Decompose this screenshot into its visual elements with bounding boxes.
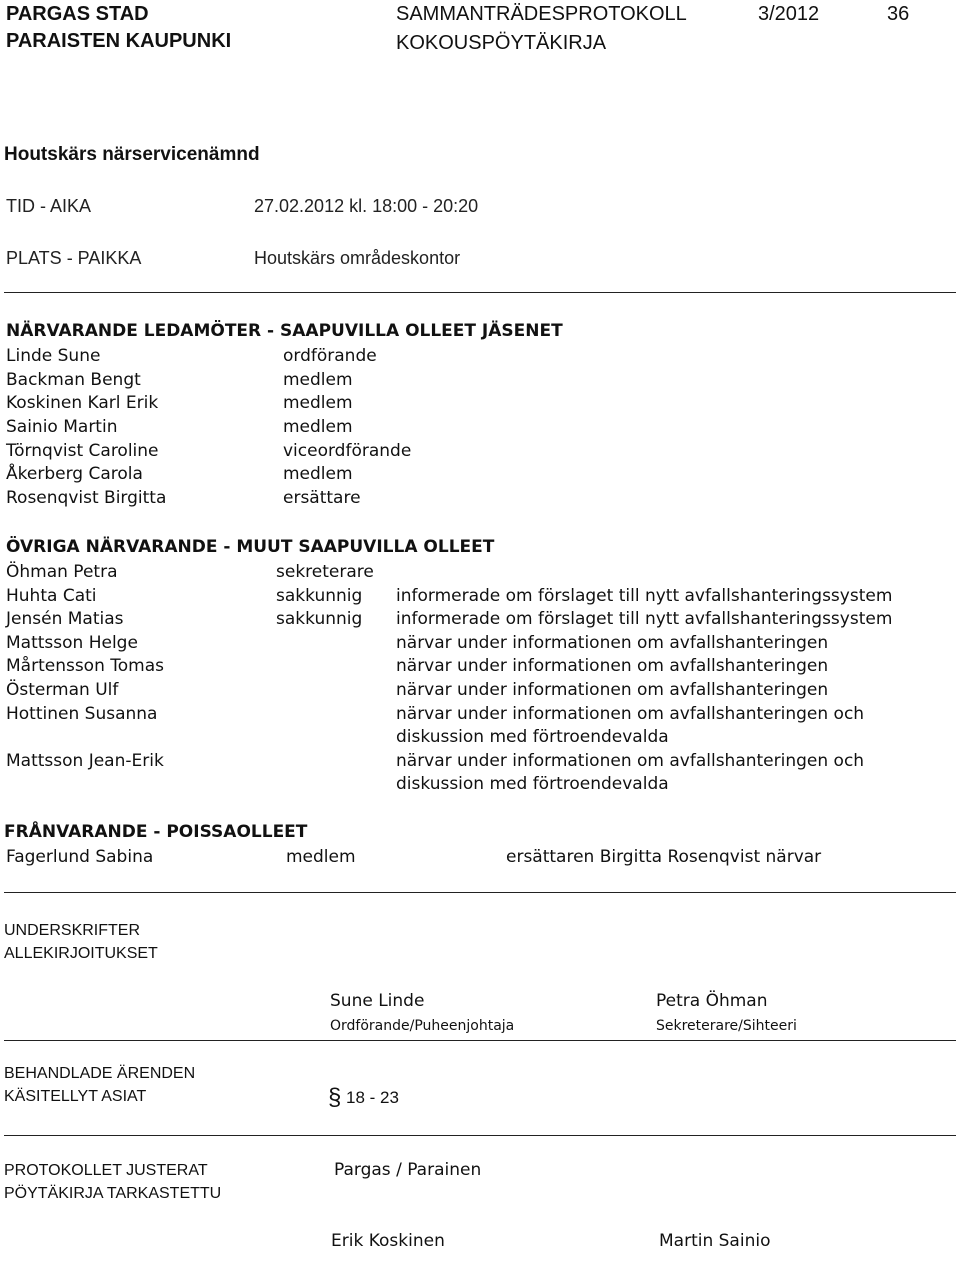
matters-range: 18 - 23: [346, 1088, 399, 1107]
other-name: Mårtensson Tomas: [6, 656, 164, 676]
divider-top: [4, 292, 956, 293]
matters-label-fi: KÄSITELLYT ASIAT: [4, 1088, 147, 1105]
committee-name: Houtskärs närservicenämnd: [4, 144, 260, 165]
member-name: Koskinen Karl Erik: [6, 393, 159, 413]
section-symbol: §: [328, 1084, 342, 1111]
member-role: viceordförande: [283, 441, 412, 461]
divider-absent: [4, 892, 956, 893]
other-role: sakkunnig: [276, 586, 363, 606]
member-name: Åkerberg Carola: [6, 464, 143, 484]
protocol-number: 3/2012: [758, 3, 820, 25]
others-present-heading: ÖVRIGA NÄRVARANDE - MUUT SAAPUVILLA OLLEET: [6, 537, 495, 557]
divider-signatures: [4, 1040, 956, 1041]
member-role: ersättare: [283, 488, 361, 508]
org-name-sv: PARGAS STAD: [6, 3, 149, 25]
verifier-1-name: Erik Koskinen: [331, 1231, 445, 1251]
doc-type-sv: SAMMANTRÄDESPROTOKOLL: [396, 3, 687, 25]
member-name: Rosenqvist Birgitta: [6, 488, 167, 508]
member-role: medlem: [283, 370, 353, 390]
chair-title: Ordförande/Puheenjohtaja: [330, 1018, 515, 1034]
other-name: Mattsson Jean-Erik: [6, 751, 164, 771]
verifier-2-name: Martin Sainio: [659, 1231, 771, 1251]
member-role: medlem: [283, 393, 353, 413]
place-label: PLATS - PAIKKA: [6, 248, 142, 268]
member-name: Linde Sune: [6, 346, 101, 366]
time-value: 27.02.2012 kl. 18:00 - 20:20: [254, 196, 479, 216]
signatures-label-sv: UNDERSKRIFTER: [4, 922, 141, 939]
matters-label-sv: BEHANDLADE ÄRENDEN: [4, 1065, 196, 1082]
other-note: informerade om förslaget till nytt avfallshanteringssystem: [396, 609, 893, 629]
place-value: Houtskärs områdeskontor: [254, 248, 461, 268]
divider-matters: [4, 1135, 956, 1136]
verification-place: Pargas / Parainen: [334, 1160, 482, 1180]
signatures-label-fi: ALLEKIRJOITUKSET: [4, 945, 158, 962]
other-name: Huhta Cati: [6, 586, 97, 606]
secretary-name: Petra Öhman: [656, 991, 768, 1011]
member-role: medlem: [283, 464, 353, 484]
other-role: sakkunnig: [276, 609, 363, 629]
other-note: närvar under informationen om avfallshanteringen och: [396, 704, 865, 724]
other-name: Jensén Matias: [6, 609, 124, 629]
org-name-fi: PARAISTEN KAUPUNKI: [6, 30, 232, 52]
other-name: Mattsson Helge: [6, 633, 138, 653]
other-note: närvar under informationen om avfallshanteringen: [396, 656, 829, 676]
member-name: Törnqvist Caroline: [6, 441, 159, 461]
other-name: Österman Ulf: [6, 680, 119, 700]
absent-name: Fagerlund Sabina: [6, 847, 154, 867]
page-number: 36: [887, 3, 910, 25]
absent-heading: FRÅNVARANDE - POISSAOLLEET: [4, 822, 308, 842]
member-name: Sainio Martin: [6, 417, 118, 437]
other-note: informerade om förslaget till nytt avfallshanteringssystem: [396, 586, 893, 606]
present-members-heading: NÄRVARANDE LEDAMÖTER - SAAPUVILLA OLLEET JÄSENET: [6, 321, 563, 341]
verification-label-fi: PÖYTÄKIRJA TARKASTETTU: [4, 1185, 222, 1202]
time-label: TID - AIKA: [6, 196, 92, 216]
other-name: Hottinen Susanna: [6, 704, 158, 724]
absent-note: ersättaren Birgitta Rosenqvist närvar: [506, 847, 822, 867]
verification-label-sv: PROTOKOLLET JUSTERAT: [4, 1162, 208, 1179]
other-name: Öhman Petra: [6, 562, 118, 582]
other-note: närvar under informationen om avfallshanteringen: [396, 633, 829, 653]
doc-type-fi: KOKOUSPÖYTÄKIRJA: [396, 32, 607, 54]
secretary-title: Sekreterare/Sihteeri: [656, 1018, 797, 1034]
other-note-continued: diskussion med förtroendevalda: [396, 774, 669, 794]
member-role: ordförande: [283, 346, 377, 366]
member-name: Backman Bengt: [6, 370, 141, 390]
absent-role: medlem: [286, 847, 356, 867]
member-role: medlem: [283, 417, 353, 437]
other-note: närvar under informationen om avfallshanteringen: [396, 680, 829, 700]
other-note: närvar under informationen om avfallshanteringen och: [396, 751, 865, 771]
chair-name: Sune Linde: [330, 991, 425, 1011]
other-note-continued: diskussion med förtroendevalda: [396, 727, 669, 747]
other-role: sekreterare: [276, 562, 374, 582]
